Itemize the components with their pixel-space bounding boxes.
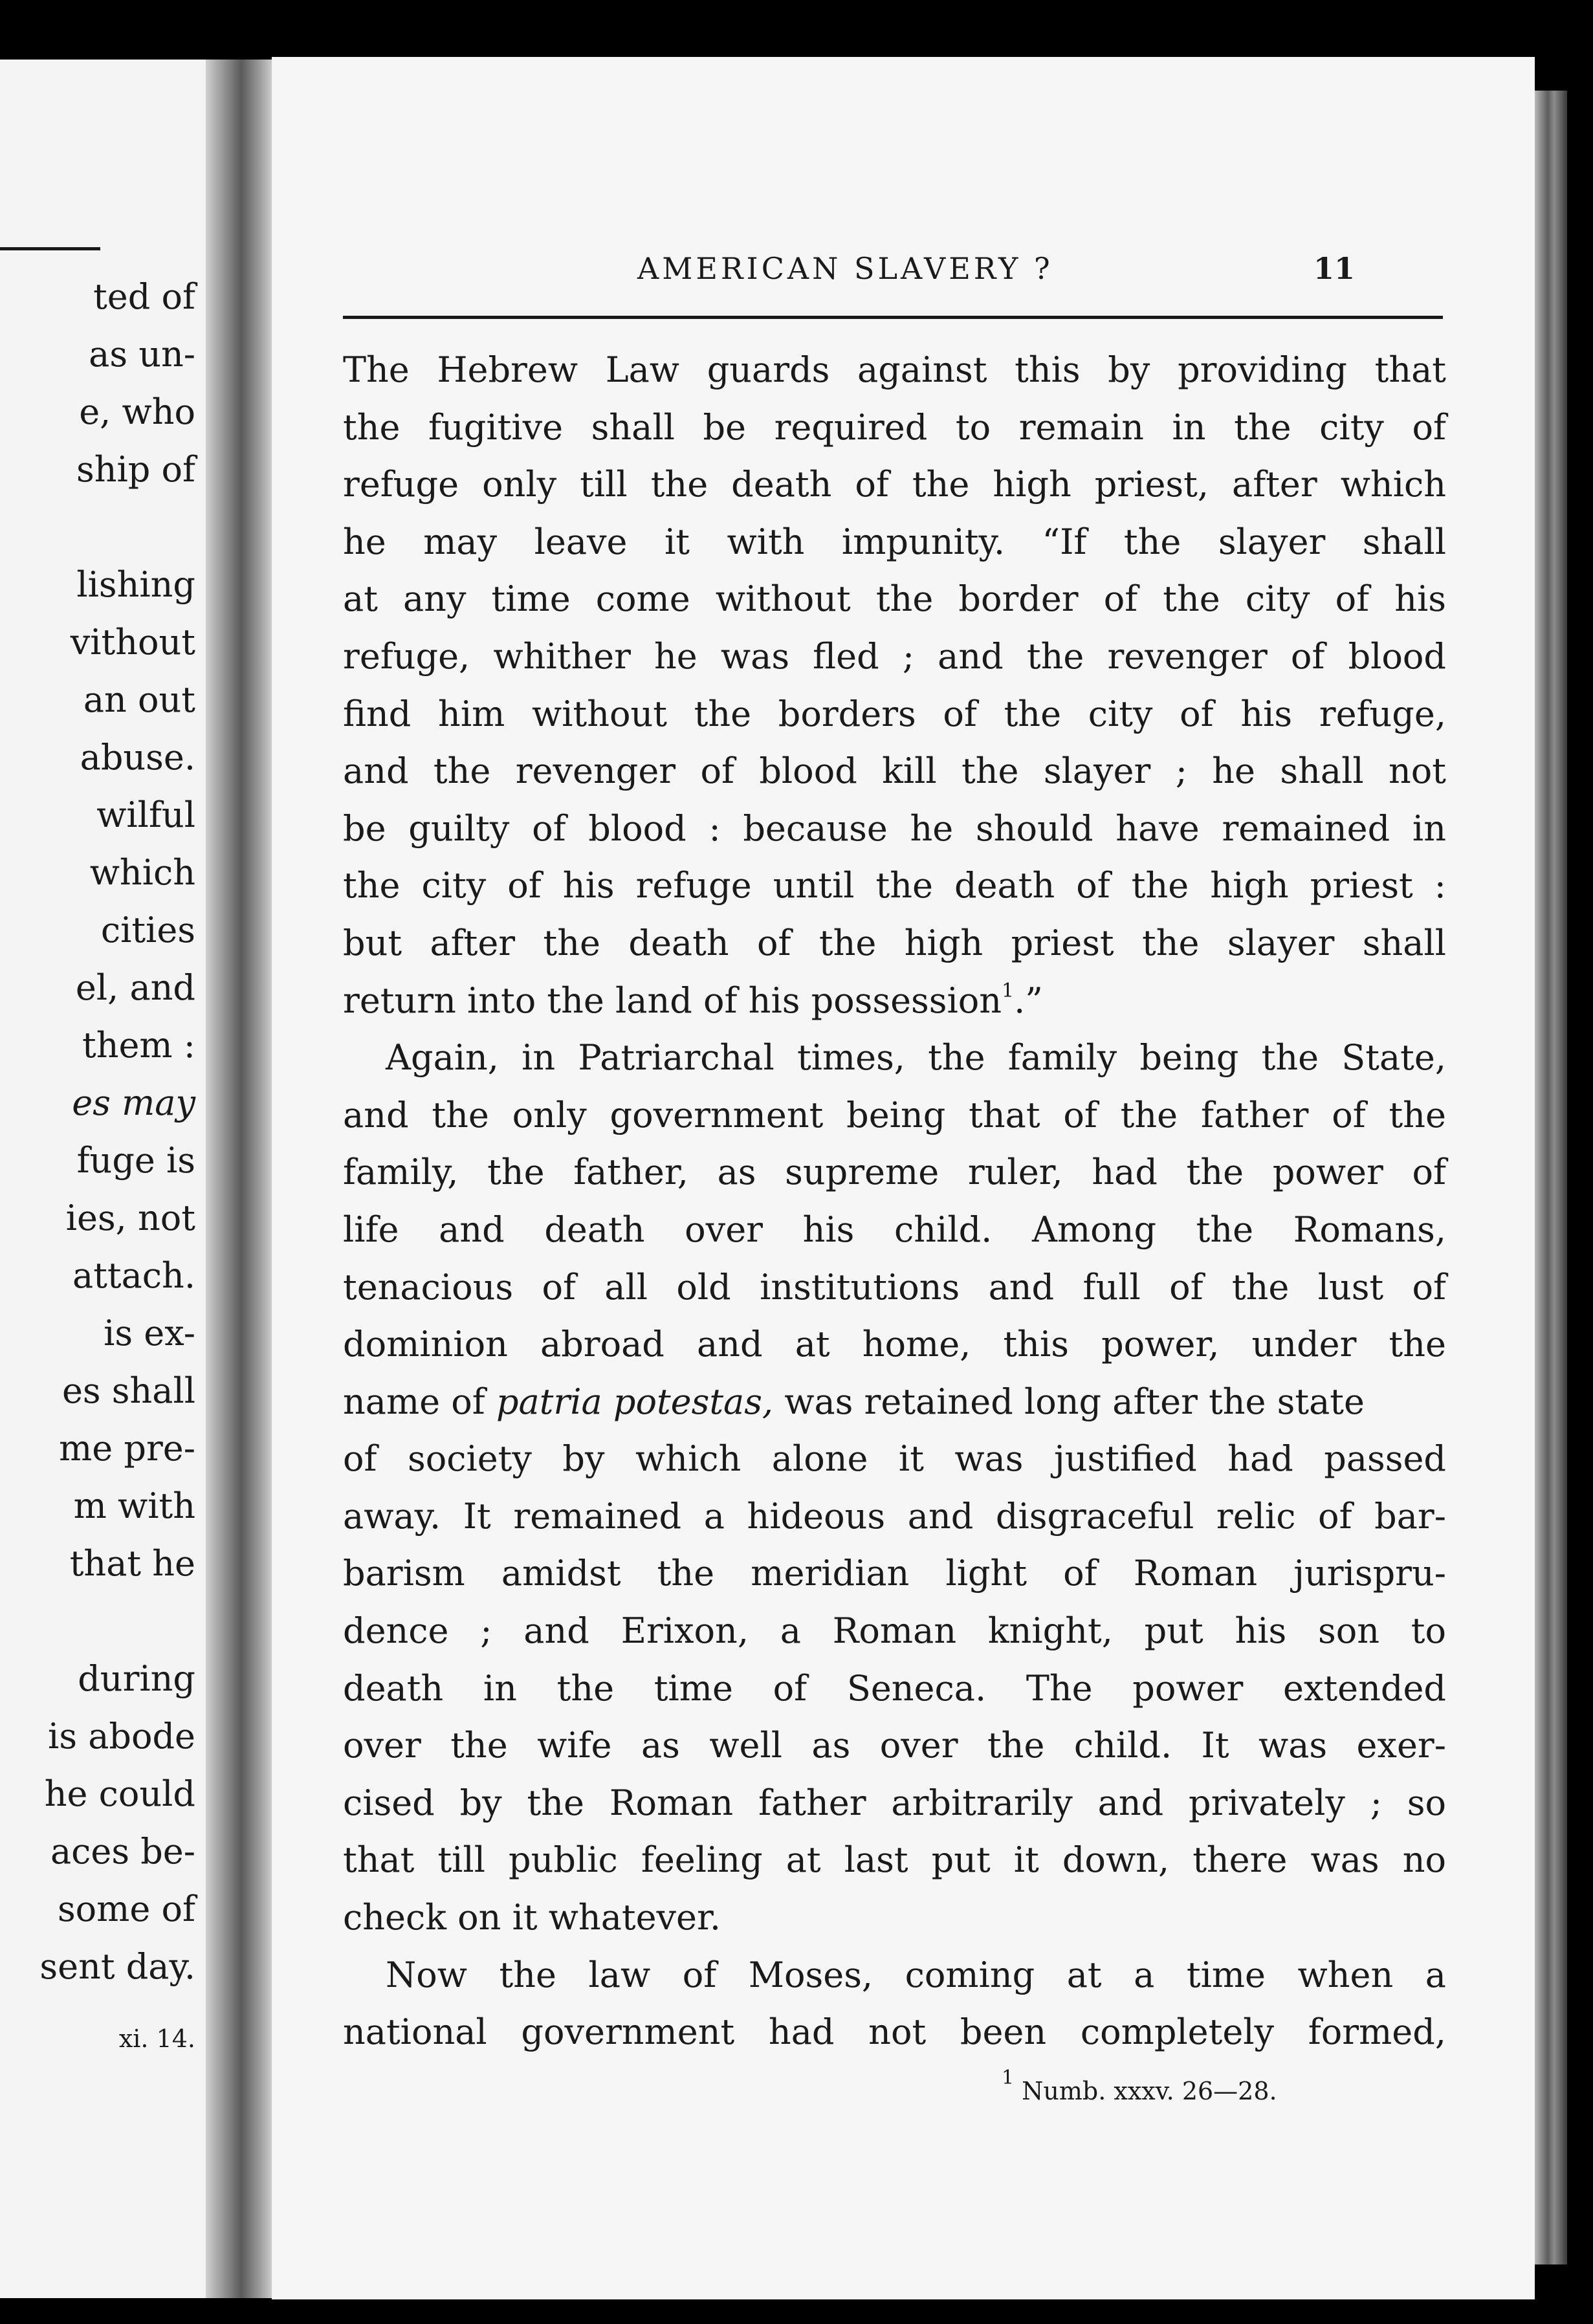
text-line: the city of his refuge until the death of the high priest : bbox=[343, 865, 1446, 906]
left-page-line: me pre- bbox=[59, 1428, 195, 1469]
left-page-line: es shall bbox=[61, 1370, 195, 1411]
left-page-line: during bbox=[78, 1658, 195, 1699]
text-line: over the wife as well as over the child. It was exer- bbox=[343, 1725, 1446, 1766]
page-number: 11 bbox=[1313, 251, 1356, 286]
text-line: family, the father, as supreme ruler, had the power of bbox=[343, 1152, 1446, 1193]
text-line: away. It remained a hideous and disgraceful relic of bar- bbox=[343, 1495, 1446, 1537]
left-page-line: an out bbox=[83, 679, 195, 720]
text-line: Now the law of Moses, coming at a time when a bbox=[386, 1954, 1446, 1995]
left-facing-page bbox=[0, 60, 206, 2298]
left-page-line: cities bbox=[100, 910, 195, 950]
left-page-line: lishing bbox=[76, 564, 195, 605]
page-edge-shadow bbox=[1535, 91, 1567, 2264]
text-line: death in the time of Seneca. The power extended bbox=[343, 1667, 1446, 1709]
text-line: be guilty of blood : because he should have remained in bbox=[343, 807, 1446, 849]
text-line: of society by which alone it was justified had passed bbox=[343, 1438, 1446, 1480]
text-line: refuge, whither he was fled ; and the revenger of blood bbox=[343, 635, 1446, 677]
header-rule bbox=[343, 316, 1443, 319]
body-text bbox=[343, 342, 1446, 2061]
left-page-line: es may bbox=[72, 1082, 195, 1123]
left-page-line: as un- bbox=[89, 334, 195, 375]
left-page-line: that he bbox=[69, 1543, 195, 1584]
text-line: at any time come without the border of the city of his bbox=[343, 578, 1446, 620]
text-line: barism amidst the meridian light of Roman jurispru- bbox=[343, 1553, 1446, 1594]
italic-phrase: patria potestas, bbox=[496, 1381, 774, 1422]
left-page-line: abuse. bbox=[80, 737, 195, 778]
left-page-line: sent day. bbox=[39, 1946, 195, 1987]
text-line: dence ; and Erixon, a Roman knight, put his son to bbox=[343, 1610, 1446, 1652]
footnote-text: Numb. xxxv. 26—28. bbox=[1014, 2077, 1277, 2105]
text-line: check on it whatever. bbox=[343, 1897, 721, 1938]
left-page-line: aces be- bbox=[50, 1831, 195, 1872]
text-line: cised by the Roman father arbitrarily and privately ; so bbox=[343, 1782, 1446, 1823]
footnote-marker: 1 bbox=[1002, 2066, 1015, 2089]
main-page bbox=[272, 57, 1535, 2299]
footnote-reference: 1 bbox=[1002, 979, 1015, 1002]
text-line: the fugitive shall be required to remain in the city of bbox=[343, 406, 1446, 448]
left-page-line: which bbox=[89, 852, 195, 893]
text-line: and the only government being that of the father of the bbox=[343, 1094, 1446, 1135]
text-line: national government had not been completely formed, bbox=[343, 2012, 1446, 2053]
text-line-part: .” bbox=[1014, 980, 1043, 1021]
left-page-line: is ex- bbox=[104, 1313, 195, 1354]
left-page-line: he could bbox=[44, 1773, 195, 1814]
left-page-line: el, and bbox=[75, 967, 195, 1008]
text-line: life and death over his child. Among the Romans, bbox=[343, 1209, 1446, 1250]
left-page-line: ted of bbox=[93, 276, 195, 317]
text-line-part: was retained long after the state bbox=[773, 1381, 1365, 1422]
text-line: tenacious of all old institutions and full of the lust of bbox=[343, 1266, 1446, 1308]
footnote bbox=[1002, 2066, 1277, 2105]
text-line: find him without the borders of the city of his refuge, bbox=[343, 693, 1446, 734]
left-page-line: ship of bbox=[76, 449, 195, 490]
text-line: but after the death of the high priest the slayer shall bbox=[343, 922, 1446, 963]
text-line: Again, in Patriarchal times, the family being the State, bbox=[386, 1037, 1446, 1079]
text-line: and the revenger of blood kill the slayer ; he shall not bbox=[343, 751, 1446, 792]
left-page-line: is abode bbox=[48, 1716, 195, 1757]
text-line bbox=[343, 1374, 1446, 1431]
text-line: he may leave it with impunity. “If the slayer shall bbox=[343, 521, 1446, 562]
text-line-part: name of bbox=[343, 1381, 485, 1422]
text-line: that till public feeling at last put it down, there was no bbox=[343, 1839, 1446, 1881]
left-page-line: ies, not bbox=[65, 1198, 195, 1238]
left-page-line: fuge is bbox=[76, 1140, 195, 1181]
left-page-line: m with bbox=[73, 1485, 195, 1526]
text-line: dominion abroad and at home, this power, under the bbox=[343, 1324, 1446, 1365]
book-gutter-shadow bbox=[206, 60, 277, 2298]
left-page-footnote: xi. 14. bbox=[118, 2024, 195, 2053]
left-page-line: vithout bbox=[70, 622, 195, 663]
left-page-line: attach. bbox=[72, 1255, 195, 1296]
left-page-line: e, who bbox=[79, 391, 195, 432]
left-page-line: wilful bbox=[96, 795, 195, 835]
text-line: The Hebrew Law guards against this by providing that bbox=[343, 349, 1446, 390]
left-page-rule bbox=[0, 247, 100, 250]
left-page-line: them : bbox=[82, 1025, 195, 1066]
running-head: AMERICAN SLAVERY ? bbox=[637, 251, 1053, 286]
page-header bbox=[272, 251, 1535, 290]
left-page-line: some of bbox=[57, 1889, 195, 1929]
text-line-part: return into the land of his possession bbox=[343, 980, 1002, 1021]
text-line: refuge only till the death of the high priest, after which bbox=[343, 464, 1446, 505]
text-line bbox=[343, 972, 1446, 1030]
